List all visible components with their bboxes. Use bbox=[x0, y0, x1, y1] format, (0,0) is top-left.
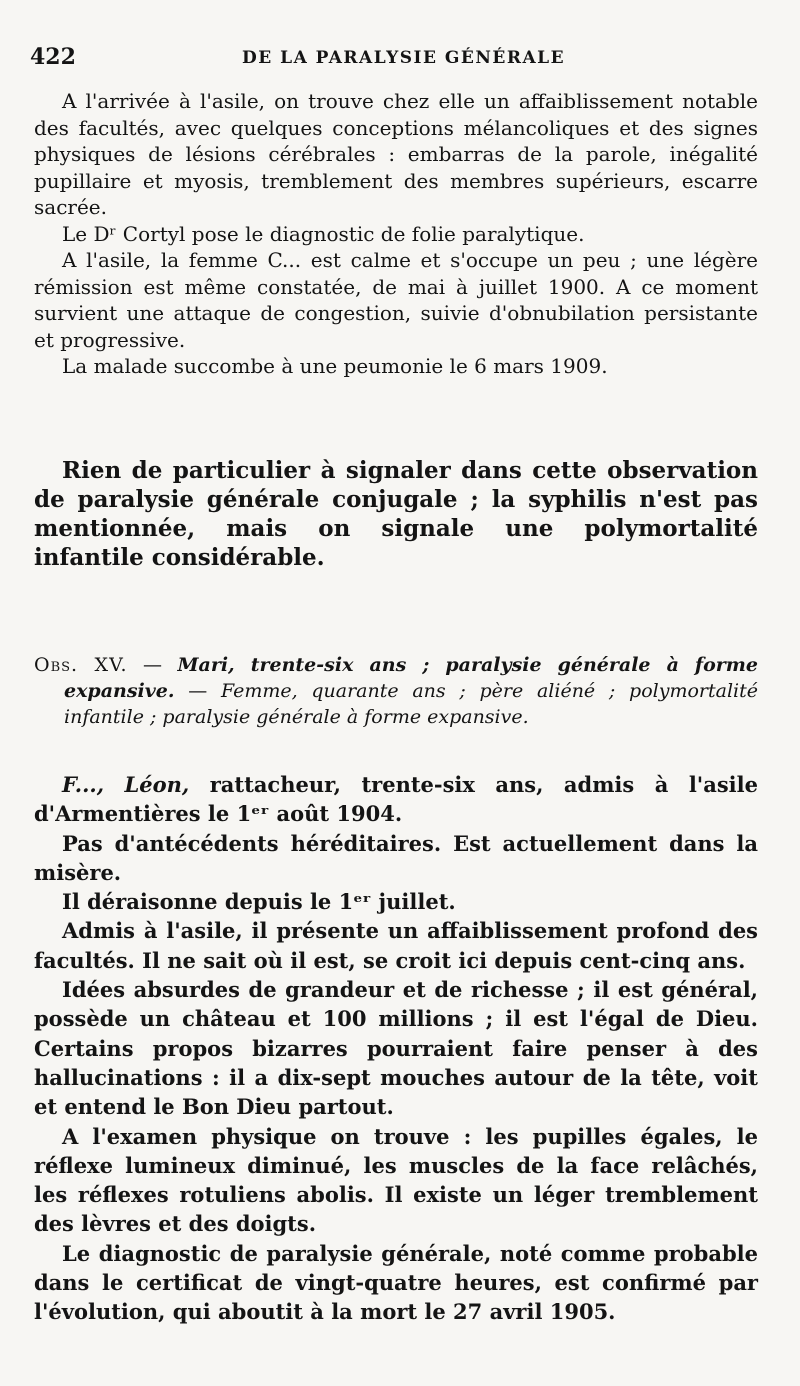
observation-dash: — bbox=[127, 654, 178, 676]
case-summary bbox=[34, 456, 758, 572]
paragraph: La malade succombe à une peumonie le 6 mars 1909. bbox=[62, 354, 608, 378]
paragraph: A l'asile, la femme C... est calme et s'occupe un peu ; une légère rémission est même constatée, de mai à juillet 1900. A ce moment survient une attaque de congestion, suivie d'obnubilation persistante et progressive. bbox=[34, 248, 758, 352]
paragraph bbox=[34, 770, 758, 829]
running-title: DE LA PARALYSIE GÉNÉRALE bbox=[242, 48, 566, 68]
observation-heading bbox=[34, 652, 758, 730]
section-case-c-end bbox=[34, 88, 758, 380]
paragraph: A l'examen physique on trouve : les pupilles égales, le réflexe lumineux diminué, les muscles de la face relâchés, les réflexes rotuliens abolis. Il existe un léger tremblement des lèvres et des doigts. bbox=[34, 1123, 758, 1237]
observation-title bbox=[34, 652, 758, 730]
paragraph: Il déraisonne depuis le 1ᵉʳ juillet. bbox=[62, 889, 456, 915]
observation-label: Obs. XV. bbox=[34, 654, 128, 676]
section-case-f bbox=[34, 770, 758, 1327]
observation-dash: — bbox=[174, 680, 221, 702]
page-number: 422 bbox=[30, 44, 76, 70]
summary-paragraph: Rien de particulier à signaler dans cette observation de paralysie générale conjugale ; la syphilis n'est pas mentionnée, mais on signale une polymortalité infantile considérable. bbox=[34, 457, 758, 571]
paragraph: A l'arrivée à l'asile, on trouve chez elle un affaiblissement notable des facultés, avec quelques conceptions mélancoliques et des signes physiques de lésions cérébrales : embarras de la parole, inégalité pupillaire et myosis, tremblement des membres supérieurs, escarre sacrée. bbox=[34, 89, 758, 219]
observation-wife-title: Femme, quarante ans ; père aliéné ; polymortalité infantile ; paralysie générale à forme expansive. bbox=[64, 680, 758, 728]
observation-husband-title: Mari, trente-six ans ; paralysie générale à forme expansive. bbox=[64, 654, 758, 702]
paragraph: Pas d'antécédents héréditaires. Est actuellement dans la misère. bbox=[34, 830, 758, 885]
paragraph: Le Dʳ Cortyl pose le diagnostic de folie paralytique. bbox=[62, 221, 585, 246]
paragraph: Le diagnostic de paralysie générale, noté comme probable dans le certificat de vingt-quatre heures, est confirmé par l'évolution, qui aboutit à la mort le 27 avril 1905. bbox=[34, 1240, 758, 1325]
page-header bbox=[30, 44, 770, 74]
paragraph: Idées absurdes de grandeur et de richesse ; il est général, possède un château et 100 millions ; il est l'égal de Dieu. Certains propos bizarres pourraient faire penser à des hallucinations : il a dix-sept mouches autour de la tête, voit et entend le Bon Dieu partout. bbox=[34, 977, 758, 1120]
patient-name: F..., Léon, bbox=[62, 772, 190, 797]
paragraph: Admis à l'asile, il présente un affaiblissement profond des facultés. Il ne sait où il est, se croit ici depuis cent-cinq ans. bbox=[34, 918, 758, 973]
paragraph-text: rattacheur, trente-six ans, admis à l'asile d'Armentières le 1ᵉʳ août 1904. bbox=[34, 772, 758, 827]
